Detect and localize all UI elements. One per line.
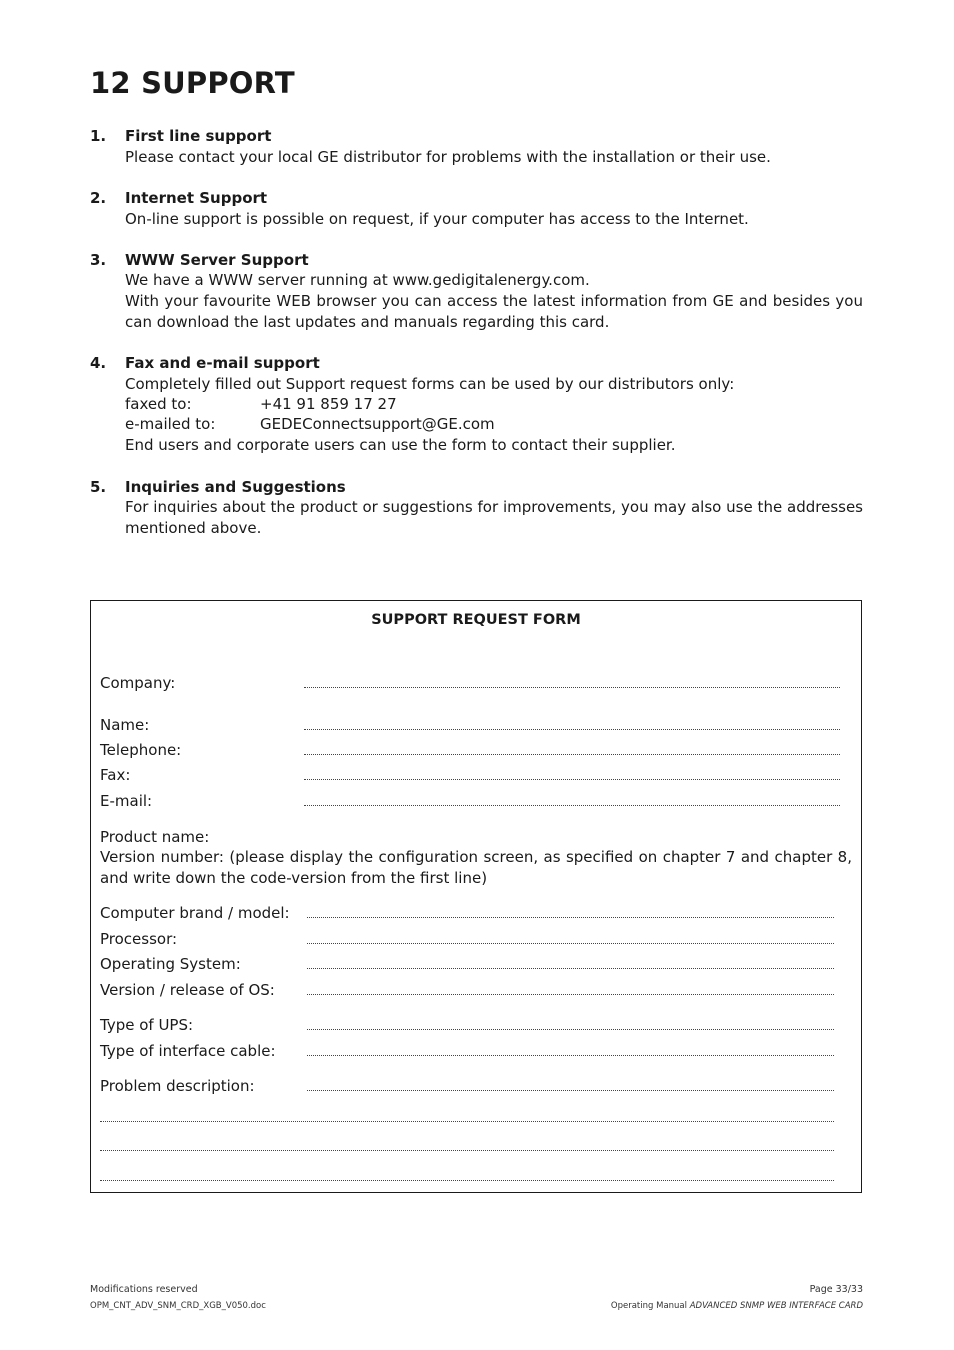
- footer-doc-name: OPM_CNT_ADV_SNM_CRD_XGB_V050.doc: [90, 1301, 266, 1311]
- chapter-number: 12: [90, 66, 131, 100]
- fax-label: faxed to:: [125, 395, 192, 413]
- os-label: Operating System:: [100, 955, 241, 973]
- section-1-body: Please contact your local GE distributor for problems with the installation or their use.: [125, 148, 771, 166]
- product-name-label: Product name:: [100, 828, 210, 846]
- section-5-number: 5.: [90, 478, 107, 496]
- problem-field[interactable]: [307, 1090, 834, 1091]
- ups-type-field[interactable]: [307, 1029, 834, 1030]
- email-address[interactable]: GEDEConnectsupport@GE.com: [260, 415, 495, 433]
- section-4-number: 4.: [90, 354, 107, 372]
- section-3-line1: We have a WWW server running at www.gedigitalenergy.com.: [125, 271, 590, 289]
- problem-line-1[interactable]: [100, 1121, 834, 1122]
- version-number-label: Version number: (please display the configuration screen, as specified on chapter 7 and chapter 8, and write down the code-version from the first line): [100, 848, 852, 887]
- telephone-field[interactable]: [304, 754, 840, 755]
- footer-manual-name: ADVANCED SNMP WEB INTERFACE CARD: [689, 1301, 863, 1311]
- problem-line-3[interactable]: [100, 1180, 834, 1181]
- os-field[interactable]: [307, 968, 834, 969]
- fax-number: +41 91 859 17 27: [260, 395, 397, 413]
- form-title: SUPPORT REQUEST FORM: [371, 612, 581, 628]
- os-version-field[interactable]: [307, 994, 834, 995]
- os-version-label: Version / release of OS:: [100, 981, 275, 999]
- footer-manual-prefix: Operating Manual: [610, 1301, 690, 1311]
- section-1-number: 1.: [90, 127, 107, 145]
- support-request-form: [90, 600, 862, 1193]
- processor-field[interactable]: [307, 943, 834, 944]
- chapter-title-text: SUPPORT: [141, 66, 295, 100]
- company-label: Company:: [100, 674, 176, 692]
- section-5-body: For inquiries about the product or suggestions for improvements, you may also use the addresses mentioned above.: [125, 498, 863, 537]
- telephone-label: Telephone:: [100, 741, 182, 759]
- footer-modifications: Modifications reserved: [90, 1284, 198, 1295]
- footer-manual-title: [611, 1301, 863, 1311]
- name-field[interactable]: [304, 729, 840, 730]
- ups-type-label: Type of UPS:: [100, 1016, 194, 1034]
- chapter-title: [90, 66, 295, 100]
- section-1-heading: First line support: [125, 127, 272, 145]
- section-4-line-end: End users and corporate users can use the form to contact their supplier.: [125, 436, 676, 454]
- section-3-number: 3.: [90, 251, 107, 269]
- fax-field[interactable]: [304, 779, 840, 780]
- cable-type-label: Type of interface cable:: [100, 1042, 276, 1060]
- cable-type-field[interactable]: [307, 1055, 834, 1056]
- email-label: e-mailed to:: [125, 415, 216, 433]
- section-3-body: With your favourite WEB browser you can access the latest information from GE and besides you can download the last updates and manuals regarding this card.: [125, 292, 863, 331]
- section-3-heading: WWW Server Support: [125, 251, 309, 269]
- footer-page-number: Page 33/33: [809, 1284, 863, 1295]
- section-4-heading: Fax and e-mail support: [125, 354, 320, 372]
- problem-label: Problem description:: [100, 1077, 255, 1095]
- fax-field-label: Fax:: [100, 766, 131, 784]
- name-label: Name:: [100, 716, 150, 734]
- section-2-body: On-line support is possible on request, if your computer has access to the Internet.: [125, 210, 749, 228]
- section-4-line1: Completely filled out Support request forms can be used by our distributors only:: [125, 375, 735, 393]
- computer-label: Computer brand / model:: [100, 904, 290, 922]
- section-5-heading: Inquiries and Suggestions: [125, 478, 346, 496]
- company-field[interactable]: [304, 687, 840, 688]
- section-2-number: 2.: [90, 189, 107, 207]
- email-field-label: E-mail:: [100, 792, 153, 810]
- section-2-heading: Internet Support: [125, 189, 268, 207]
- computer-field[interactable]: [307, 917, 834, 918]
- email-field[interactable]: [304, 805, 840, 806]
- processor-label: Processor:: [100, 930, 178, 948]
- problem-line-2[interactable]: [100, 1150, 834, 1151]
